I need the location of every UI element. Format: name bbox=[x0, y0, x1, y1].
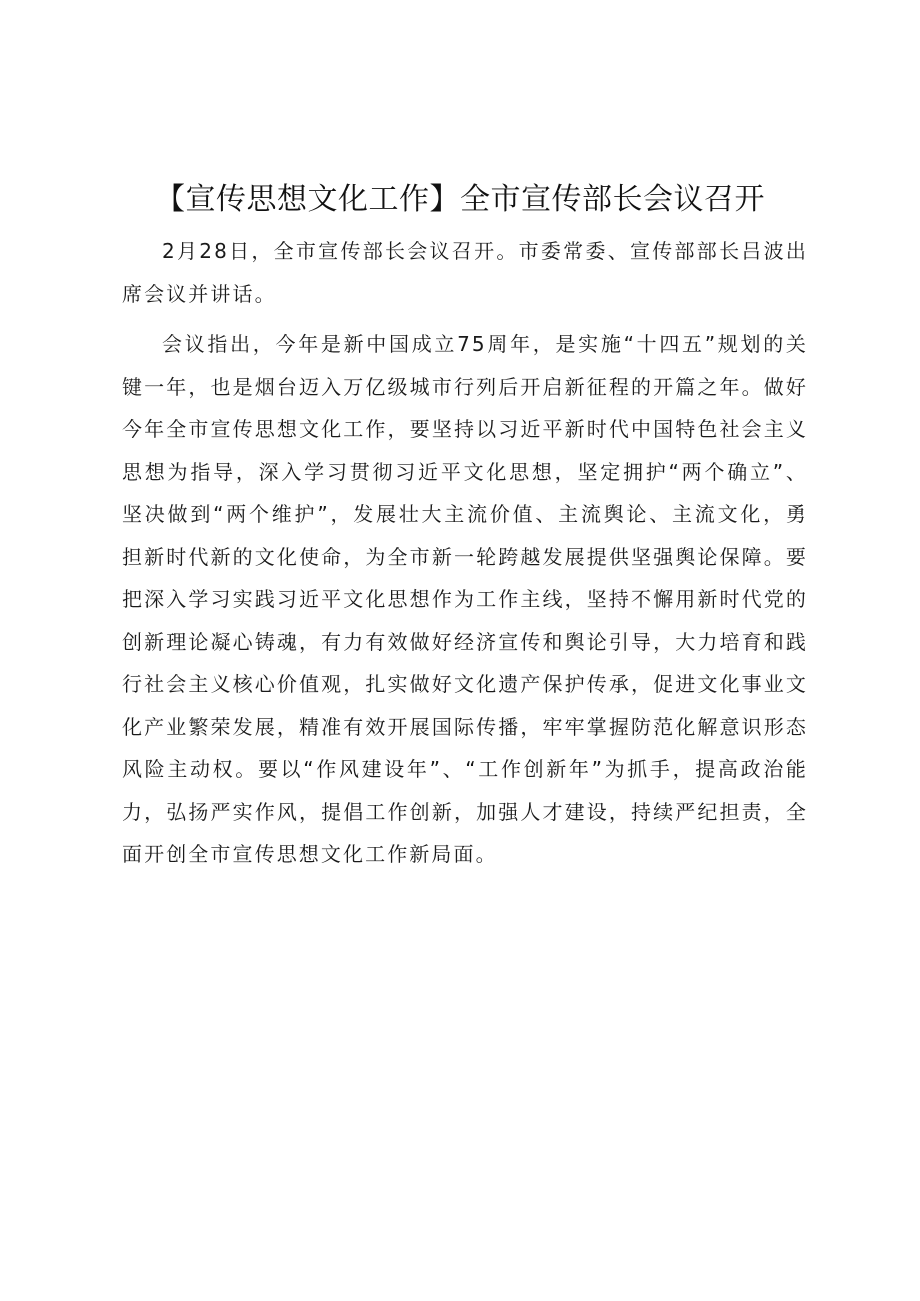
article-title: 【宣传思想文化工作】全市宣传部长会议召开 bbox=[155, 182, 765, 217]
paragraph: 会议指出，今年是新中国成立75周年，是实施“十四五”规划的关键一年，也是烟台迈入万亿级城市行列后开启新征程的开篇之年。做好今年全市宣传思想文化工作，要坚持以习近平新时代中国特色社会主义思想为指导，深入学习贯彻习近平文化思想，坚定拥护“两个确立”、坚决做到“两个维护”，发展壮大主流价值、主流舆论、主流文化，勇担新时代新的文化使命，为全市新一轮跨越发展提供坚强舆论保障。要把深入学习实践习近平文化思想作为工作主线，坚持不懈用新时代党的创新理论凝心铸魂，有力有效做好经济宣传和舆论引导，大力培育和践行社会主义核心价值观，扎实做好文化遗产保护传承，促进文化事业文化产业繁荣发展，精准有效开展国际传播，牢牢掌握防范化解意识形态风险主动权。要以“作风建设年”、“工作创新年”为抓手，提高政治能力，弘扬严实作风，提倡工作创新，加强人才建设，持续严纪担责，全面开创全市宣传思想文化工作新局面。 bbox=[122, 332, 808, 866]
paragraph: 2月28日，全市宣传部长会议召开。市委常委、宣传部部长吕波出席会议并讲话。 bbox=[122, 239, 808, 306]
article-body bbox=[122, 230, 808, 884]
